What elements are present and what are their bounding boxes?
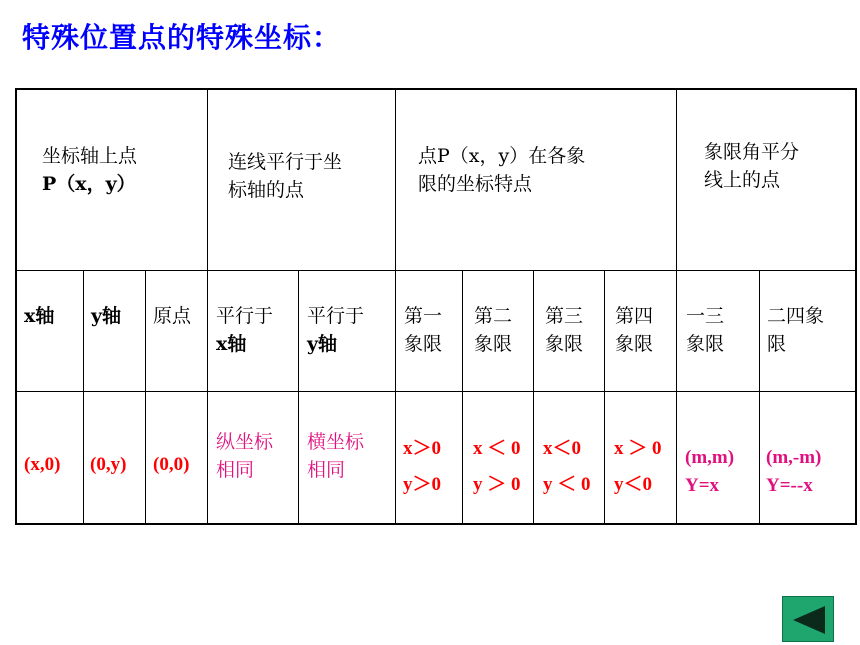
row-divider — [16, 270, 856, 271]
subheader-parallel-y — [307, 302, 364, 358]
header-line: 限的坐标特点 — [418, 173, 533, 195]
subheader-origin: 原点 — [153, 305, 192, 327]
subheader-line: 限 — [767, 333, 787, 355]
header-parallel — [228, 148, 342, 204]
subheader-line: 第三 — [545, 305, 584, 327]
value-parallel-y — [307, 428, 364, 484]
header-bisector — [704, 138, 799, 194]
subheader-line: 象限 — [404, 333, 443, 355]
header-line: 标轴的点 — [228, 179, 305, 201]
header-line: 坐标轴上点 — [42, 145, 138, 167]
value-line: 纵坐标 — [216, 431, 274, 453]
value-x-axis: (x,0) — [24, 454, 61, 475]
value-line: x＞0 — [403, 438, 442, 459]
page-title: 特殊位置点的特殊坐标： — [22, 21, 342, 54]
value-line: x＜0 — [543, 438, 582, 459]
value-line: x ＜ 0 — [473, 438, 521, 459]
subheader-q2 — [474, 302, 512, 358]
value-origin: (0,0) — [153, 454, 190, 475]
subheader-line: 第四 — [615, 305, 654, 327]
value-bisector-24 — [766, 444, 821, 500]
value-line: x ＞ 0 — [614, 438, 662, 459]
value-line: (m,-m) — [766, 447, 822, 468]
col-divider — [676, 89, 677, 524]
value-line: 相同 — [216, 459, 255, 481]
subheader-y-axis: y轴 — [91, 305, 122, 327]
subheader-x-axis: x轴 — [24, 305, 55, 327]
header-line: 连线平行于坐 — [228, 151, 343, 173]
value-line: y＞0 — [403, 474, 442, 495]
col-divider — [207, 89, 208, 524]
value-line: y ＜ 0 — [543, 474, 591, 495]
col-divider — [462, 270, 463, 524]
col-divider — [759, 270, 760, 524]
subheader-bisector-24 — [767, 302, 824, 358]
subheader-line: 象限 — [474, 333, 513, 355]
row-divider — [16, 391, 856, 392]
header-quadrant — [418, 142, 585, 198]
value-y-axis: (0,y) — [90, 454, 127, 475]
col-divider — [145, 270, 146, 524]
header-line: 线上的点 — [704, 169, 781, 191]
subheader-line: 象限 — [545, 333, 584, 355]
subheader-line: x轴 — [216, 333, 247, 355]
header-axis-points — [42, 142, 137, 198]
value-line: (m,m) — [685, 447, 735, 468]
col-divider — [604, 270, 605, 524]
subheader-parallel-x — [216, 302, 273, 358]
header-line: 点P（x，y）在各象 — [418, 145, 586, 167]
col-divider — [83, 270, 84, 524]
value-line: y ＞ 0 — [473, 474, 521, 495]
subheader-line: y轴 — [307, 333, 338, 355]
subheader-q1 — [404, 302, 442, 358]
subheader-line: 平行于 — [216, 305, 274, 327]
subheader-line: 第一 — [404, 305, 443, 327]
subheader-line: 象限 — [686, 333, 725, 355]
value-q3 — [543, 431, 591, 503]
value-line: y＜0 — [614, 474, 653, 495]
left-triangle-icon — [789, 603, 829, 637]
subheader-q3 — [545, 302, 583, 358]
value-q4 — [614, 431, 662, 503]
value-bisector-13 — [685, 444, 734, 500]
col-divider — [533, 270, 534, 524]
header-line: 象限角平分 — [704, 141, 800, 163]
value-line: 相同 — [307, 459, 346, 481]
col-divider — [298, 270, 299, 524]
subheader-line: 平行于 — [307, 305, 365, 327]
value-parallel-x — [216, 428, 273, 484]
subheader-line: 第二 — [474, 305, 513, 327]
value-q1 — [403, 431, 441, 503]
value-line: Y=--x — [766, 475, 813, 496]
subheader-line: 一三 — [686, 305, 725, 327]
subheader-bisector-13 — [686, 302, 724, 358]
header-line: P（x，y） — [42, 173, 136, 195]
back-button[interactable] — [782, 596, 834, 642]
col-divider — [395, 89, 396, 524]
subheader-q4 — [615, 302, 653, 358]
value-q2 — [473, 431, 521, 503]
value-line: 横坐标 — [307, 431, 365, 453]
value-line: Y=x — [685, 475, 720, 496]
subheader-line: 象限 — [615, 333, 654, 355]
subheader-line: 二四象 — [767, 305, 825, 327]
